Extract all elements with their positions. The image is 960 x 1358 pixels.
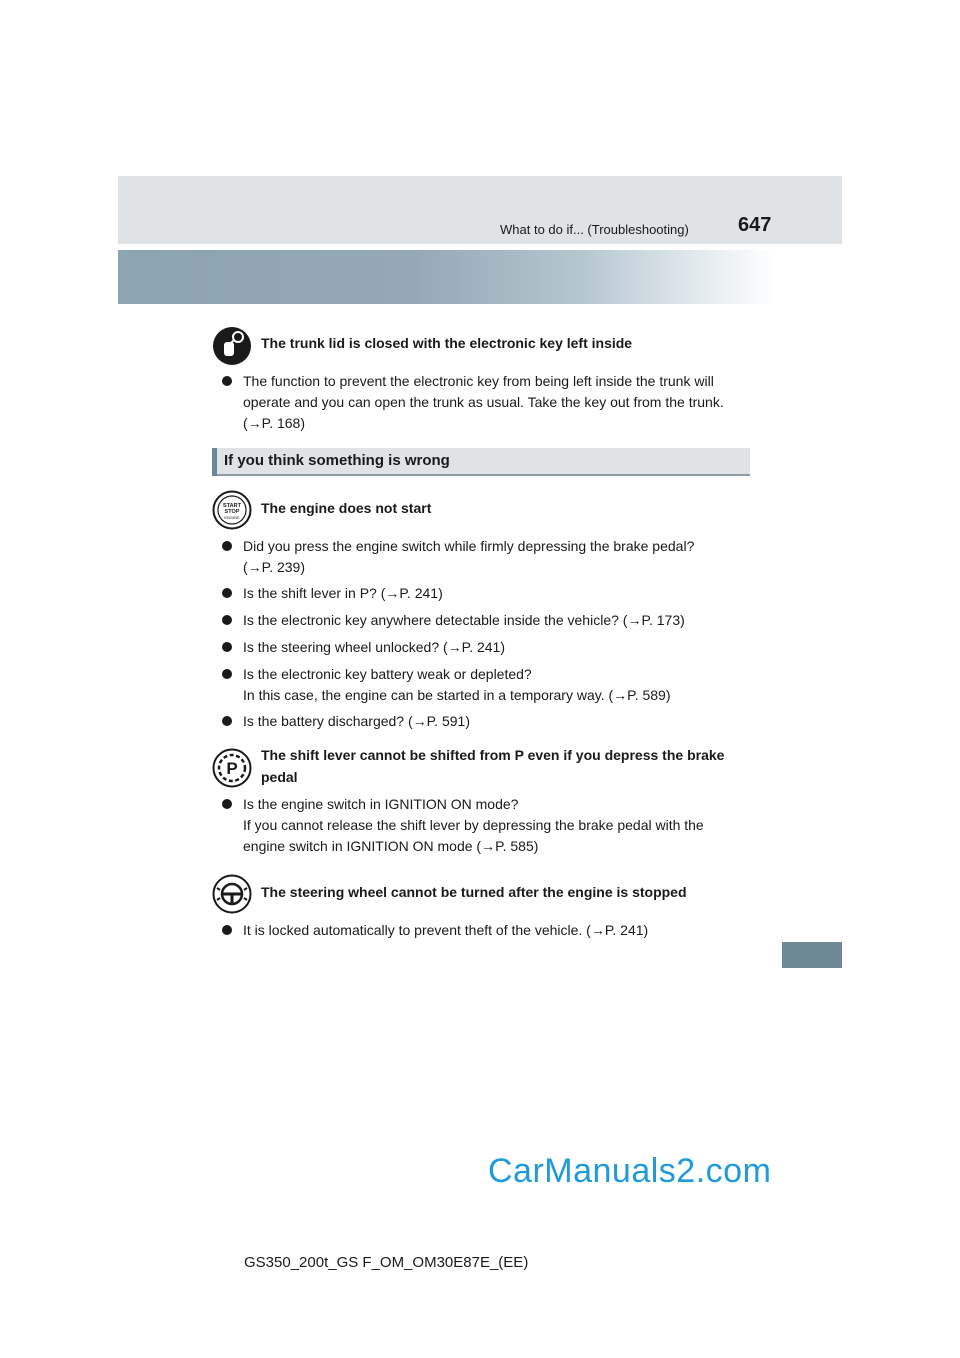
header-title: What to do if... (Troubleshooting) xyxy=(500,222,689,237)
steering-item-title: The steering wheel cannot be turned after the engine is stopped xyxy=(261,884,687,900)
footer-code: GS350_200t_GS F_OM_OM30E87E_(EE) xyxy=(244,1254,529,1271)
electronic-key-icon xyxy=(212,326,252,366)
bullet-dot xyxy=(222,716,232,726)
bullet-text: Is the electronic key anywhere detectable inside the vehicle? (→P. 173) xyxy=(243,612,685,628)
bullet-dot xyxy=(222,642,232,652)
bullet-dot xyxy=(222,541,232,551)
bullet-dot xyxy=(222,588,232,598)
engine-bullet xyxy=(222,583,746,604)
watermark: CarManuals2.com xyxy=(488,1152,772,1190)
trunk-bullet xyxy=(222,371,746,434)
svg-text:STOP: STOP xyxy=(224,509,240,515)
bullet-dot xyxy=(222,615,232,625)
bullet-text: The function to prevent the electronic key from being left inside the trunk will xyxy=(243,373,714,389)
shift-title-line: pedal xyxy=(261,769,298,785)
engine-item-title: The engine does not start xyxy=(261,500,432,516)
svg-text:START: START xyxy=(223,503,241,509)
bullet-text: If you cannot release the shift lever by depressing the brake pedal with the xyxy=(243,817,704,833)
bullet-reference: (→P. 168) xyxy=(243,415,305,431)
chapter-gradient-band xyxy=(118,250,778,304)
park-letter: P xyxy=(226,759,238,778)
bullet-text: It is locked automatically to prevent theft of the vehicle. (→P. 241) xyxy=(243,922,649,938)
shift-title-line: The shift lever cannot be shifted from P even if you depress the brake xyxy=(261,747,725,763)
engine-bullet xyxy=(222,637,746,658)
bullet-text: Is the steering wheel unlocked? (→P. 241) xyxy=(243,639,506,655)
bullet-reference: engine switch in IGNITION ON mode (→P. 585) xyxy=(243,838,539,854)
bullet-dot xyxy=(222,376,232,386)
bullet-text: Did you press the engine switch while firmly depressing the brake pedal? xyxy=(243,538,695,554)
steering-bullet xyxy=(222,920,746,941)
engine-bullet xyxy=(222,610,746,631)
bullet-text: Is the engine switch in IGNITION ON mode? xyxy=(243,796,519,812)
steering-lock-icon xyxy=(212,874,252,914)
bullet-dot xyxy=(222,669,232,679)
shift-bullet xyxy=(222,794,746,857)
header-band xyxy=(118,176,842,244)
bullet-dot xyxy=(222,925,232,935)
bullet-text: Is the battery discharged? (→P. 591) xyxy=(243,713,470,729)
shift-item-title xyxy=(261,744,747,788)
engine-start-stop-icon xyxy=(212,490,252,530)
bullet-text: Is the shift lever in P? (→P. 241) xyxy=(243,585,443,601)
chapter-side-tab xyxy=(782,942,842,968)
bullet-text: operate and you can open the trunk as usual. Take the key out from the trunk. xyxy=(243,394,724,410)
page-number: 647 xyxy=(738,214,772,236)
engine-bullet xyxy=(222,711,746,732)
section-header xyxy=(212,448,750,476)
bullet-dot xyxy=(222,799,232,809)
engine-bullet xyxy=(222,664,746,706)
bullet-text: Is the electronic key battery weak or depleted? xyxy=(243,666,532,682)
svg-text:ENGINE: ENGINE xyxy=(224,515,240,520)
trunk-item-title: The trunk lid is closed with the electronic key left inside xyxy=(261,335,633,351)
bullet-reference: (→P. 239) xyxy=(243,559,305,575)
shift-lever-park-icon xyxy=(212,748,252,788)
bullet-text: In this case, the engine can be started in a temporary way. (→P. 589) xyxy=(243,687,671,703)
section-title: If you think something is wrong xyxy=(224,452,450,469)
engine-bullet xyxy=(222,536,746,578)
